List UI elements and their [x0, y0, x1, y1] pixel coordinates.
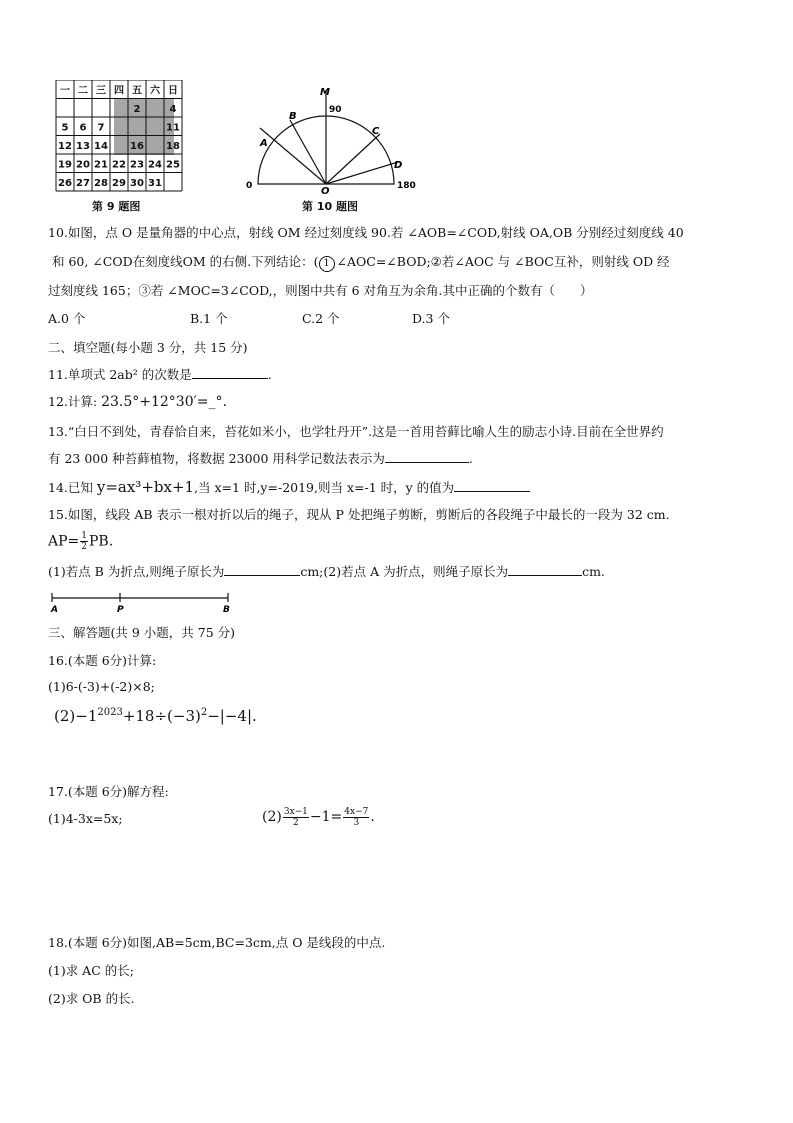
calendar-cell: 7: [97, 122, 105, 134]
calendar-cell: 29: [112, 177, 126, 189]
option-c: C.2 个: [302, 311, 340, 326]
section2-heading: 二、填空题(每小题 3 分，共 15 分): [48, 340, 248, 355]
calendar-cell: 23: [130, 159, 144, 171]
seg-label-A: A: [51, 605, 58, 614]
calendar-header: 三: [96, 85, 106, 97]
calendar-cell: 19: [58, 159, 72, 171]
circled-number: 1: [319, 256, 335, 272]
q13-text: 有 23 000 种苔藓植物，将数据 23000 用科学记数法表示为: [48, 451, 385, 466]
ray-OA: [260, 128, 326, 184]
answer-blank: [224, 563, 300, 576]
calendar-cell: 25: [166, 159, 180, 171]
q10-line2-text: 和 60, ∠COD在刻度线OM 的右侧.下列结论：(: [52, 254, 319, 269]
label-A: A: [260, 138, 268, 149]
q11: 11.单项式 2ab² 的次数是 .: [48, 367, 272, 382]
answer-blank: [385, 450, 469, 463]
q12-text: 12.计算:: [48, 394, 102, 409]
calendar-cell: 4: [169, 103, 177, 115]
label-B: B: [289, 111, 297, 122]
calendar-figure: [52, 80, 188, 195]
section3-heading: 三、解答题(共 9 小题，共 75 分): [48, 625, 236, 640]
ray-OC: [326, 134, 380, 184]
calendar-cell: 5: [61, 122, 69, 134]
shaded-region: [114, 98, 174, 155]
calendar-cell: 21: [94, 159, 108, 171]
label-M: M: [320, 87, 330, 98]
ray-OB: [290, 120, 326, 184]
calendar-cell: 28: [94, 177, 108, 189]
q16-part1: (1)6-(-3)+(-2)×8;: [48, 679, 155, 694]
calendar-cell: 26: [58, 177, 72, 189]
q15-line3: (1)若点 B 为折点,则绳子原长为 cm;(2)若点 A 为折点，则绳子原长为 cm.: [48, 564, 605, 579]
label-C: C: [372, 126, 380, 137]
calendar-header: 一: [60, 85, 70, 97]
calendar-cell: 2: [133, 103, 141, 115]
calendar-cell: 14: [94, 140, 108, 152]
answer-blank: [508, 563, 582, 576]
label-D: D: [394, 160, 403, 171]
q17-part2: (2) $\frac{3x-1}{2}$ −1= $\frac{4x-7}{3}$ .: [262, 806, 375, 828]
q18-part1: (1)求 AC 的长;: [48, 963, 134, 978]
figure10-caption: 第 10 题图: [302, 200, 358, 213]
q14-expr: y=ax³+bx+1: [96, 478, 195, 496]
fraction-half: $\frac{1}{2}$: [81, 531, 87, 552]
q18-part2: (2)求 OB 的长.: [48, 991, 135, 1006]
q10-line2: [52, 253, 670, 272]
calendar-cell: 31: [148, 177, 162, 189]
q14: 14.已知 y=ax³+bx+1,当 x=1 时,y=-2019,则当 x=-1 时，y 的值为: [48, 478, 530, 497]
q16-title: 16.(本题 6分)计算:: [48, 653, 157, 668]
q15-line2: AP= $\frac{1}{2}$ PB.: [48, 531, 114, 552]
calendar-header: 五: [132, 85, 142, 97]
q13-line2: 有 23 000 种苔藓植物，将数据 23000 用科学记数法表示为 .: [48, 451, 473, 466]
calendar-cell: 6: [79, 122, 87, 134]
calendar-cell: 30: [130, 177, 144, 189]
seg-label-B: B: [223, 605, 230, 614]
q17-title: 17.(本题 6分)解方程:: [48, 784, 169, 799]
label-180: 180: [397, 181, 416, 191]
seg-label-P: P: [117, 605, 124, 614]
label-0: 0: [246, 181, 253, 191]
label-O: O: [321, 186, 330, 194]
q12-expr: 23.5°+12°30′=_°.: [101, 394, 227, 410]
calendar-cell: 12: [58, 140, 72, 152]
calendar-cell: 20: [76, 159, 90, 171]
answer-blank: [454, 479, 530, 492]
q10-line1: 10.如图，点 O 是量角器的中心点，射线 OM 经过刻度线 90.若 ∠AOB=∠COD,射线 OA,OB 分别经过刻度线 40: [48, 225, 684, 240]
calendar-cell: 11: [166, 122, 180, 134]
calendar-header: 二: [78, 85, 88, 97]
q17-part1: (1)4-3x=5x;: [48, 811, 123, 826]
q16-part2: $(2)-1^{2023}+18\div(-3)^2-|-4|$.: [54, 707, 257, 725]
figure9-caption: 第 9 题图: [92, 200, 141, 213]
answer-blank: [192, 366, 268, 379]
protractor-figure: [240, 82, 420, 194]
q11-text: 11.单项式 2ab² 的次数是: [48, 367, 192, 382]
q10-line3: 过刻度线 165；③若 ∠MOC=3∠COD,，则图中共有 6 对角互为余角.其中正确的个数有（ ）: [48, 283, 593, 298]
calendar-cell: 22: [112, 159, 126, 171]
label-90: 90: [329, 105, 342, 115]
calendar-header: 四: [114, 85, 124, 97]
calendar-cell: 13: [76, 140, 90, 152]
option-b: B.1 个: [190, 311, 228, 326]
calendar-header: 六: [150, 85, 160, 97]
calendar-header: 日: [168, 85, 178, 97]
q12: [48, 393, 227, 411]
calendar-cell: 27: [76, 177, 90, 189]
q15-line1: 15.如图，线段 AB 表示一根对折以后的绳子，现从 P 处把绳子剪断，剪断后的各段绳子中最长的一段为 32 cm.: [48, 507, 670, 522]
q13-line1: 13.“白日不到处，青春恰自来，苔花如米小，也学牡丹开”.这是一首用苔藓比喻人生的励志小诗.目前在全世界约: [48, 424, 664, 439]
q18-title: 18.(本题 6分)如图,AB=5cm,BC=3cm,点 O 是线段的中点.: [48, 935, 386, 950]
calendar-cell: 24: [148, 159, 162, 171]
calendar-cell: 18: [166, 140, 180, 152]
option-a: A.0 个: [48, 311, 86, 326]
option-d: D.3 个: [412, 311, 450, 326]
q10-line2-rest: ∠AOC=∠BOD;②若∠AOC 与 ∠BOC互补，则射线 OD 经: [336, 254, 670, 269]
calendar-cell: 16: [130, 140, 144, 152]
ray-OD: [326, 162, 398, 184]
segment-figure: [48, 588, 238, 614]
